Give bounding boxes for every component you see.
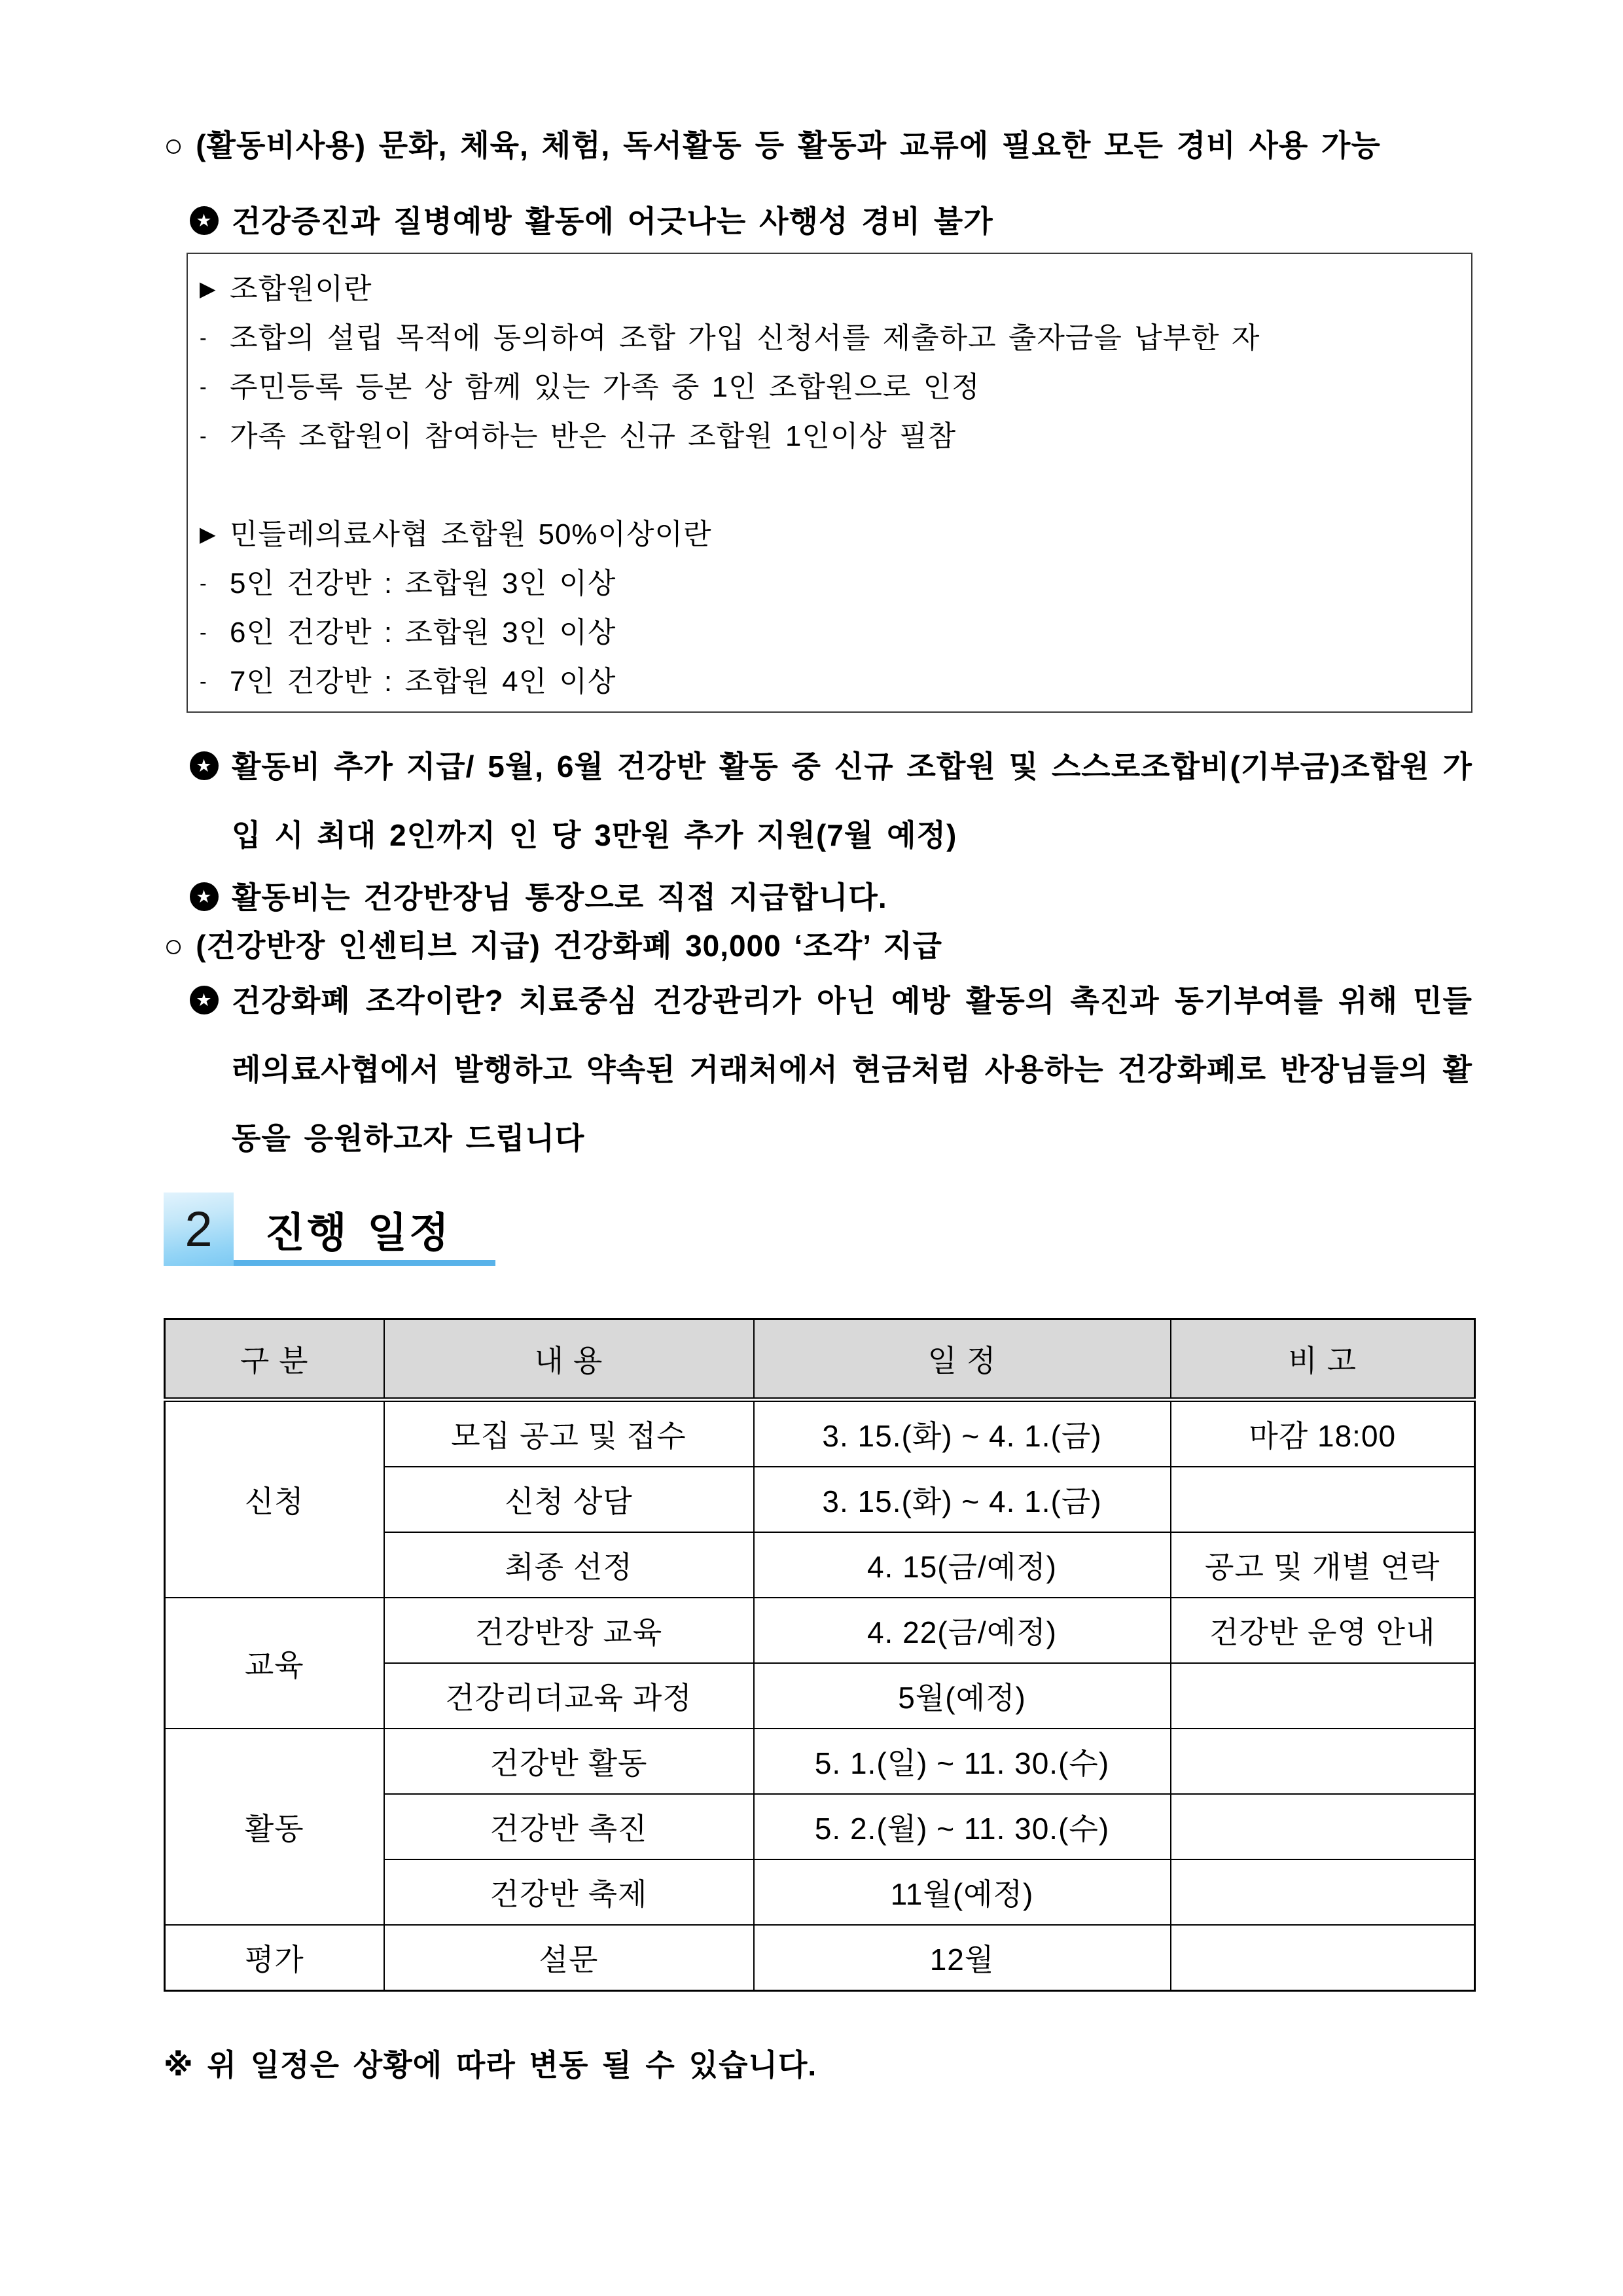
content-cell: 건강반 활동 xyxy=(384,1729,754,1794)
arrow-bullet-icon: ▶ xyxy=(200,277,217,300)
section-header-schedule xyxy=(164,1193,1472,1266)
content-cell: 건강반 촉진 xyxy=(384,1794,754,1859)
bullet-text: (활동비사용) 문화, 체육, 체험, 독서활동 등 활동과 교류에 필요한 모든 경비 사용 가능 xyxy=(196,128,1381,162)
header-row xyxy=(165,1319,1475,1400)
star-bullet-icon: ★ xyxy=(190,751,219,780)
note-cell xyxy=(1171,1859,1475,1925)
note-cell xyxy=(1171,1467,1475,1532)
bullet-direct-deposit xyxy=(164,876,1472,918)
info-line xyxy=(200,314,1458,363)
star-bullet-icon: ★ xyxy=(190,986,219,1014)
schedule-cell: 11월(예정) xyxy=(754,1859,1171,1925)
note-cell xyxy=(1171,1925,1475,1991)
col-header-content: 내 용 xyxy=(384,1319,754,1400)
content-cell: 모집 공고 및 접수 xyxy=(384,1400,754,1467)
bullet-activity-expense xyxy=(164,124,1472,166)
info-text: 조합원이란 xyxy=(230,273,372,305)
content-cell: 최종 선정 xyxy=(384,1532,754,1598)
info-text: 가족 조합원이 참여하는 반은 신규 조합원 1인이상 필참 xyxy=(230,420,957,452)
info-text: 5인 건강반 : 조합원 3인 이상 xyxy=(230,567,616,600)
dash-bullet-icon: - xyxy=(200,670,207,693)
category-cell: 교육 xyxy=(165,1598,384,1729)
category-cell: 신청 xyxy=(165,1400,384,1598)
schedule-cell: 3. 15.(화) ~ 4. 1.(금) xyxy=(754,1400,1171,1467)
schedule-change-note: ※ 위 일정은 상황에 따라 변동 될 수 있습니다. xyxy=(164,2048,817,2082)
col-header-category: 구 분 xyxy=(165,1319,384,1400)
info-line xyxy=(200,510,1458,559)
info-line-blank xyxy=(200,461,1458,510)
bullet-leader-incentive xyxy=(164,925,1472,967)
arrow-bullet-icon: ▶ xyxy=(200,522,217,546)
info-line xyxy=(200,412,1458,461)
content-cell: 설문 xyxy=(384,1925,754,1991)
category-cell: 평가 xyxy=(165,1925,384,1991)
section-underline xyxy=(234,1260,495,1266)
info-line xyxy=(200,264,1458,314)
schedule-cell: 12월 xyxy=(754,1925,1171,1991)
schedule-cell: 5월(예정) xyxy=(754,1663,1171,1729)
info-line xyxy=(200,608,1458,657)
note-cell: 건강반 운영 안내 xyxy=(1171,1598,1475,1663)
bullet-health-currency xyxy=(164,967,1472,1173)
member-info-box xyxy=(187,253,1472,713)
dash-bullet-icon: - xyxy=(200,326,207,350)
circle-bullet-icon: ○ xyxy=(164,927,185,964)
note-cell: 마감 18:00 xyxy=(1171,1400,1475,1467)
info-text: 주민등록 등본 상 함께 있는 가족 중 1인 조합원으로 인정 xyxy=(230,371,980,403)
info-text: 조합의 설립 목적에 동의하여 조합 가입 신청서를 제출하고 출자금을 납부한 자 xyxy=(230,322,1260,354)
note-cell xyxy=(1171,1663,1475,1729)
info-line xyxy=(200,559,1458,608)
info-text: 6인 건강반 : 조합원 3인 이상 xyxy=(230,617,616,649)
table-row xyxy=(165,1598,1475,1663)
info-line xyxy=(200,363,1458,412)
bullet-text: 활동비 추가 지급/ 5월, 6월 건강반 활동 중 신규 조합원 및 스스로조합비(기부금)조합원 가입 시 최대 2인까지 인 당 3만원 추가 지원(7월 예정) xyxy=(232,749,1472,852)
dash-bullet-icon: - xyxy=(200,620,207,644)
star-bullet-icon: ★ xyxy=(190,206,219,235)
bullet-no-gambling xyxy=(164,200,1472,242)
bullet-extra-payment xyxy=(164,732,1472,870)
col-header-schedule: 일 정 xyxy=(754,1319,1171,1400)
table-row xyxy=(165,1729,1475,1794)
info-text: 7인 건강반 : 조합원 4인 이상 xyxy=(230,666,616,698)
schedule-table-head xyxy=(165,1319,1475,1400)
schedule-table xyxy=(164,1318,1476,1992)
section-number-box: 2 xyxy=(164,1193,234,1266)
content-cell: 건강반 축제 xyxy=(384,1859,754,1925)
dash-bullet-icon: - xyxy=(200,375,207,399)
circle-bullet-icon: ○ xyxy=(164,127,185,164)
note-cell xyxy=(1171,1729,1475,1794)
star-bullet-icon: ★ xyxy=(190,882,219,911)
schedule-cell: 3. 15.(화) ~ 4. 1.(금) xyxy=(754,1467,1171,1532)
bullet-text: (건강반장 인센티브 지급) 건강화폐 30,000 ‘조각’ 지급 xyxy=(196,929,943,963)
info-line xyxy=(200,657,1458,706)
content-cell: 신청 상담 xyxy=(384,1467,754,1532)
bullet-text: 건강증진과 질병예방 활동에 어긋나는 사행성 경비 불가 xyxy=(232,204,993,238)
schedule-cell: 4. 22(금/예정) xyxy=(754,1598,1171,1663)
note-cell: 공고 및 개별 연락 xyxy=(1171,1532,1475,1598)
dash-bullet-icon: - xyxy=(200,571,207,595)
schedule-cell: 5. 2.(월) ~ 11. 30.(수) xyxy=(754,1794,1171,1859)
dash-bullet-icon: - xyxy=(200,424,207,448)
content-cell: 건강리더교육 과정 xyxy=(384,1663,754,1729)
schedule-cell: 4. 15(금/예정) xyxy=(754,1532,1171,1598)
schedule-table-body xyxy=(165,1400,1475,1991)
section-title: 진행 일정 xyxy=(265,1210,451,1256)
schedule-cell: 5. 1.(일) ~ 11. 30.(수) xyxy=(754,1729,1171,1794)
bullet-text: 활동비는 건강반장님 통장으로 직접 지급합니다. xyxy=(232,880,887,914)
table-row xyxy=(165,1400,1475,1467)
table-row xyxy=(165,1925,1475,1991)
category-cell: 활동 xyxy=(165,1729,384,1925)
info-text: 민들레의료사협 조합원 50%이상이란 xyxy=(230,518,712,550)
note-cell xyxy=(1171,1794,1475,1859)
bullet-text: 건강화폐 조각이란? 치료중심 건강관리가 아닌 예방 활동의 촉진과 동기부여를 위해 민들레의료사협에서 발행하고 약속된 거래처에서 현금처럼 사용하는 건강화폐로 반장님들의 활동을 응원하고자 드립니다 xyxy=(232,984,1472,1155)
content-cell: 건강반장 교육 xyxy=(384,1598,754,1663)
col-header-note: 비 고 xyxy=(1171,1319,1475,1400)
